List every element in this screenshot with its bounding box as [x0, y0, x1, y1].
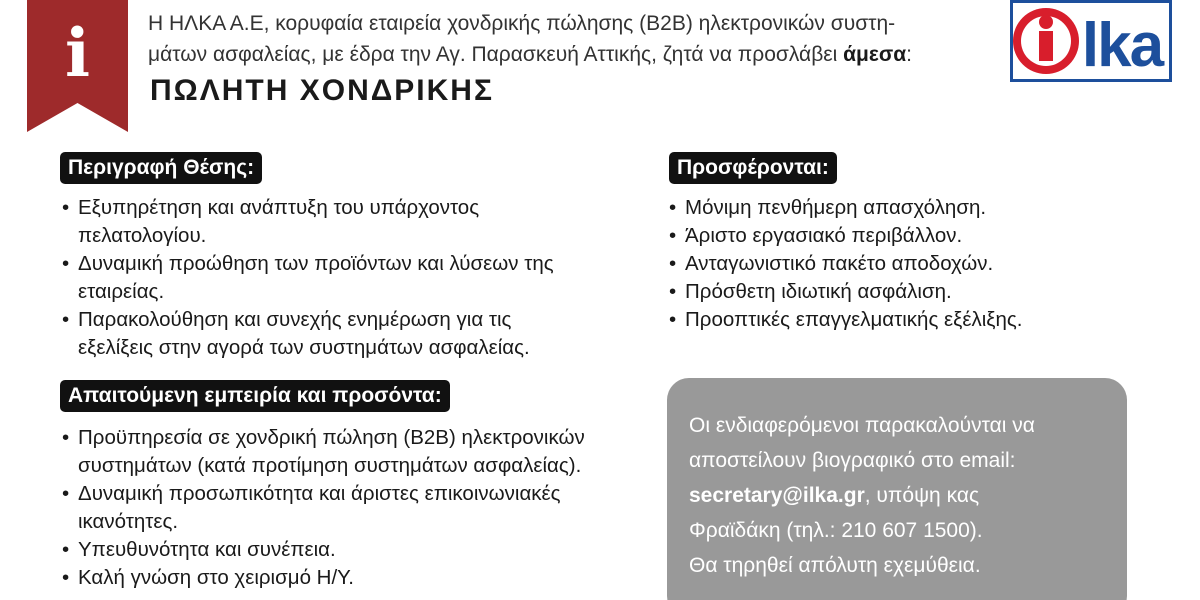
svg-text:lka: lka [1081, 11, 1163, 80]
intro-text [148, 8, 998, 70]
list-item: • Μόνιμη πενθήμερη απασχόληση. [667, 194, 1147, 222]
info-icon [27, 0, 128, 132]
list-item: • Δυναμική προώθηση των προϊόντων και λύσεων της εταιρείας. [60, 250, 640, 306]
list-item: • Άριστο εργασιακό περιβάλλον. [667, 222, 1147, 250]
contact-box [667, 378, 1127, 600]
contact-line-3-suffix: , υπόψη κας [864, 484, 980, 507]
info-glyph: i [64, 14, 91, 92]
intro-suffix: : [906, 43, 912, 66]
description-list [60, 194, 640, 362]
list-item: • Πρόσθετη ιδιωτική ασφάλιση. [667, 278, 1147, 306]
list-item: • Δυναμική προσωπικότητα και άριστες επικοινωνιακές ικανότητες. [60, 480, 660, 536]
contact-line-4: Φραϊδάκη (τηλ.: 210 607 1500). [689, 519, 983, 542]
info-ribbon [27, 0, 128, 132]
list-item: • Παρακολούθηση και συνεχής ενημέρωση για τις εξελίξεις στην αγορά των συστημάτων ασφαλείας. [60, 306, 640, 362]
contact-email[interactable]: secretary@ilka.gr [689, 484, 865, 507]
list-item: • Εξυπηρέτηση και ανάπτυξη του υπάρχοντος πελατολογίου. [60, 194, 640, 250]
description-label: Περιγραφή Θέσης: [60, 152, 262, 184]
contact-line-3 [689, 478, 1107, 513]
list-item: • Προϋπηρεσία σε χονδρική πώληση (B2B) ηλεκτρονικών συστημάτων (κατά προτίμηση συστημάτων ασφαλείας). [60, 424, 660, 480]
intro-line-1: Η ΗΛΚΑ Α.Ε, κορυφαία εταιρεία χονδρικής πώλησης (B2B) ηλεκτρονικών συστη- [148, 12, 896, 35]
list-item: • Υπευθυνότητα και συνέπεια. [60, 536, 660, 564]
intro-line-2-text: μάτων ασφαλείας, με έδρα την Αγ. Παρασκευή Αττικής, ζητά να προσλάβει [148, 43, 844, 66]
list-item: • Προοπτικές επαγγελματικής εξέλιξης. [667, 306, 1147, 334]
requirements-label: Απαιτούμενη εμπειρία και προσόντα: [60, 380, 450, 412]
offers-label: Προσφέρονται: [669, 152, 837, 184]
job-title: ΠΩΛΗΤΗ ΧΟΝΔΡΙΚΗΣ [150, 74, 494, 107]
intro-line-2 [148, 39, 998, 70]
contact-line-5: Θα τηρηθεί απόλυτη εχεμύθεια. [689, 554, 981, 577]
intro-emphasis: άμεσα [843, 43, 907, 66]
list-item: • Καλή γνώση στο χειρισμό Η/Υ. [60, 564, 660, 592]
offers-list [667, 194, 1147, 334]
contact-line-1: Οι ενδιαφερόμενοι παρακαλούνται να [689, 414, 1035, 437]
contact-line-2: αποστείλουν βιογραφικό στο email: [689, 449, 1016, 472]
requirements-list [60, 424, 660, 592]
ilka-logo-graphic [1010, 0, 1172, 82]
list-item: • Ανταγωνιστικό πακέτο αποδοχών. [667, 250, 1147, 278]
ilka-logo [1010, 0, 1172, 82]
